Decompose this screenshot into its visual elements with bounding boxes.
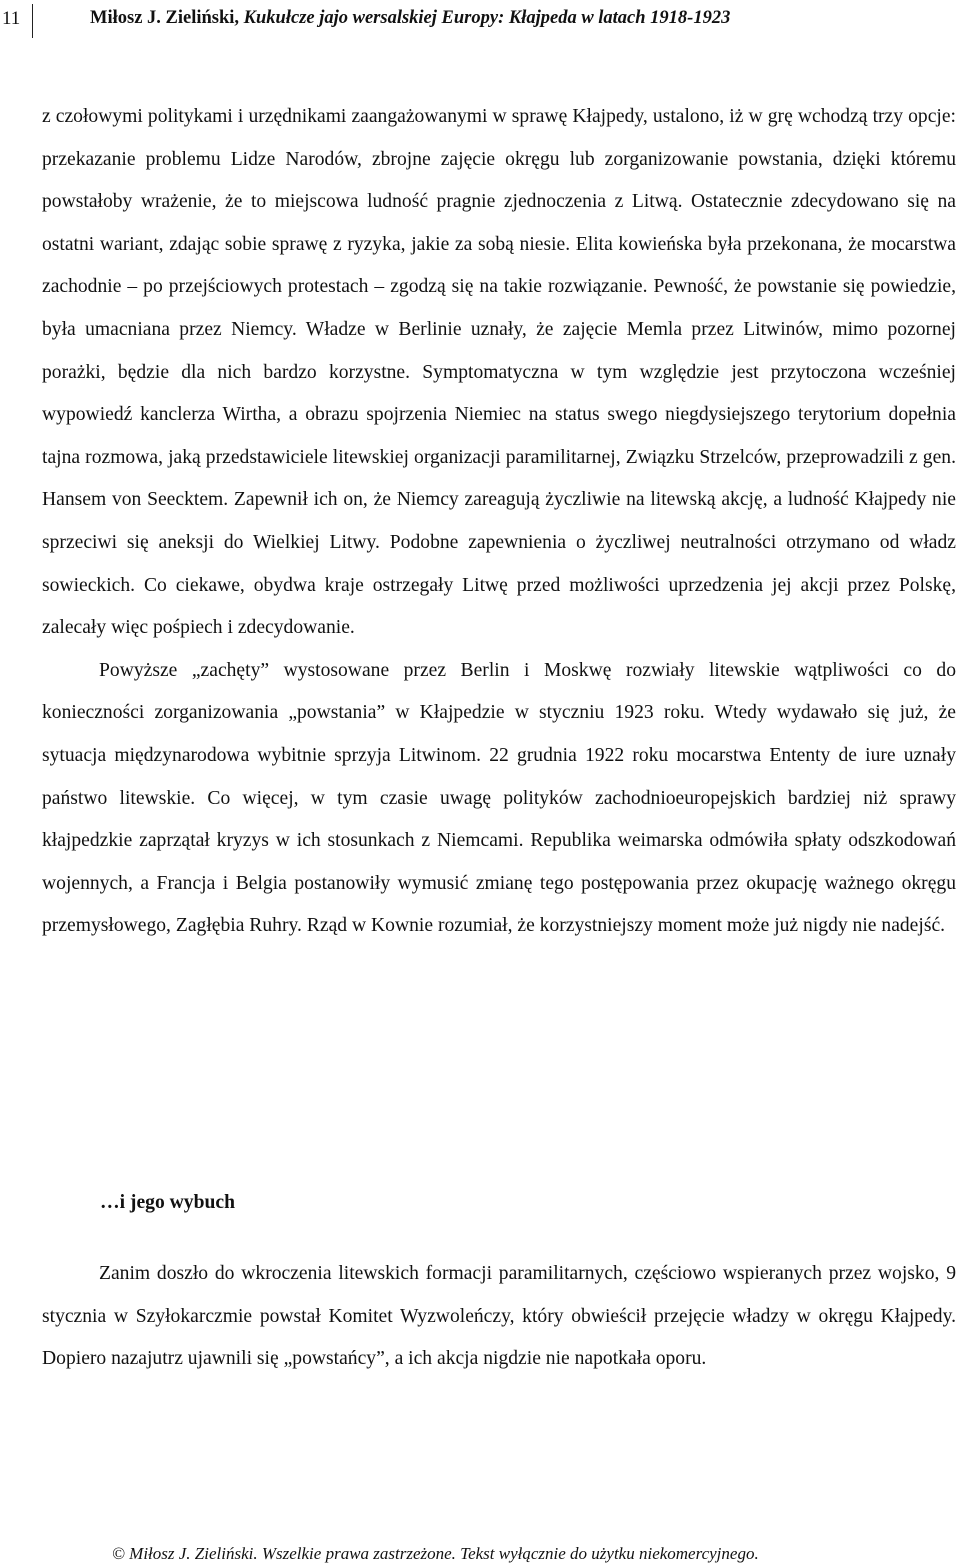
page-number: 11 xyxy=(2,8,21,29)
section-paragraph: Zanim doszło do wkroczenia litewskich formacji paramilitarnych, częściowo wspieranych przez wojsko, 9 stycznia w Szyłokarczmie powstał Komitet Wyzwoleńczy, który obwieścił przejęcie władzy w okręgu Kłajpedy. Dopiero nazajutrz ujawnili się „powstańcy”, a ich akcja nigdzie nie napotkała oporu. xyxy=(42,1263,956,1370)
section-heading: …i jego wybuch xyxy=(100,1192,235,1213)
paragraph-1: z czołowymi politykami i urzędnikami zaangażowanymi w sprawę Kłajpedy, ustalono, iż w grę wchodzą trzy opcje: przekazanie problemu Lidze Narodów, zbrojne zajęcie okręgu lub zorganizowanie powstania, dzięki któremu powstałoby wrażenie, że to miejscowa ludność pragnie zjednoczenia z Litwą. Ostatecznie zdecydowano się na ostatni wariant, zdając sobie sprawę z ryzyka, jakie za sobą niesie. Elita kowieńska była przekonana, że mocarstwa zachodnie – po przejściowych protestach – zgodzą się na takie rozwiązanie. Pewność, że powstanie się powiedzie, była umacniana przez Niemcy. Władze w Berlinie uznały, że zajęcie Memla przez Litwinów, mimo pozornej porażki, będzie dla nich bardzo korzystne. Symptomatyczna w tym względzie jest przytoczona wcześniej wypowiedź kanclerza Wirtha, a obrazu spojrzenia Niemiec na status swego niegdysiejszego terytorium dopełnia tajna rozmowa, jaką przedstawiciele litewskiej organizacji paramilitarnej, Związku Strzelców, przeprowadzili z gen. Hansem von Seecktem. Zapewnił ich on, że Niemcy zareagują życzliwie na litewską akcję, a ludność Kłajpedy nie sprzeciwi się aneksji do Wielkiej Litwy. Podobne zapewnienia o życzliwej neutralności otrzymano od władz sowieckich. Co ciekawe, obydwa kraje ostrzegały Litwę przed możliwości uprzedzenia jej akcji przez Polskę, zalecały więc pośpiech i zdecydowanie. xyxy=(42,106,956,639)
running-header xyxy=(0,4,960,38)
running-head xyxy=(90,8,730,29)
header-divider xyxy=(32,4,33,38)
paragraph-2: Powyższe „zachęty” wystosowane przez Berlin i Moskwę rozwiały litewskie wątpliwości co do konieczności zorganizowania „powstania” w Kłajpedzie w styczniu 1923 roku. Wtedy wydawało się już, że sytuacja międzynarodowa wybitnie sprzyja Litwinom. 22 grudnia 1922 roku mocarstwa Ententy de iure uznały państwo litewskie. Co więcej, w tym czasie uwagę polityków zachodnioeuropejskich bardziej niż sprawy kłajpedzkie zaprzątał kryzys w ich stosunkach z Niemcami. Republika weimarska odmówiła spłaty odszkodowań wojennych, a Francja i Belgia postanowiły wymusić zmianę tego postępowania przez okupację ważnego okręgu przemysłowego, Zagłębia Ruhry. Rząd w Kownie rozumiał, że korzystniejszy moment może już nigdy nie nadejść. xyxy=(42,659,956,937)
copyright-footer: © Miłosz J. Zieliński. Wszelkie prawa zastrzeżone. Tekst wyłącznie do użytku niekomercyjnego. xyxy=(112,1544,759,1563)
main-text xyxy=(42,96,956,948)
running-head-author: Miłosz J. Zieliński, xyxy=(90,8,244,28)
running-head-title: Kukułcze jajo wersalskiej Europy: Kłajpeda w latach 1918-1923 xyxy=(243,8,731,28)
section-text xyxy=(42,1253,956,1381)
